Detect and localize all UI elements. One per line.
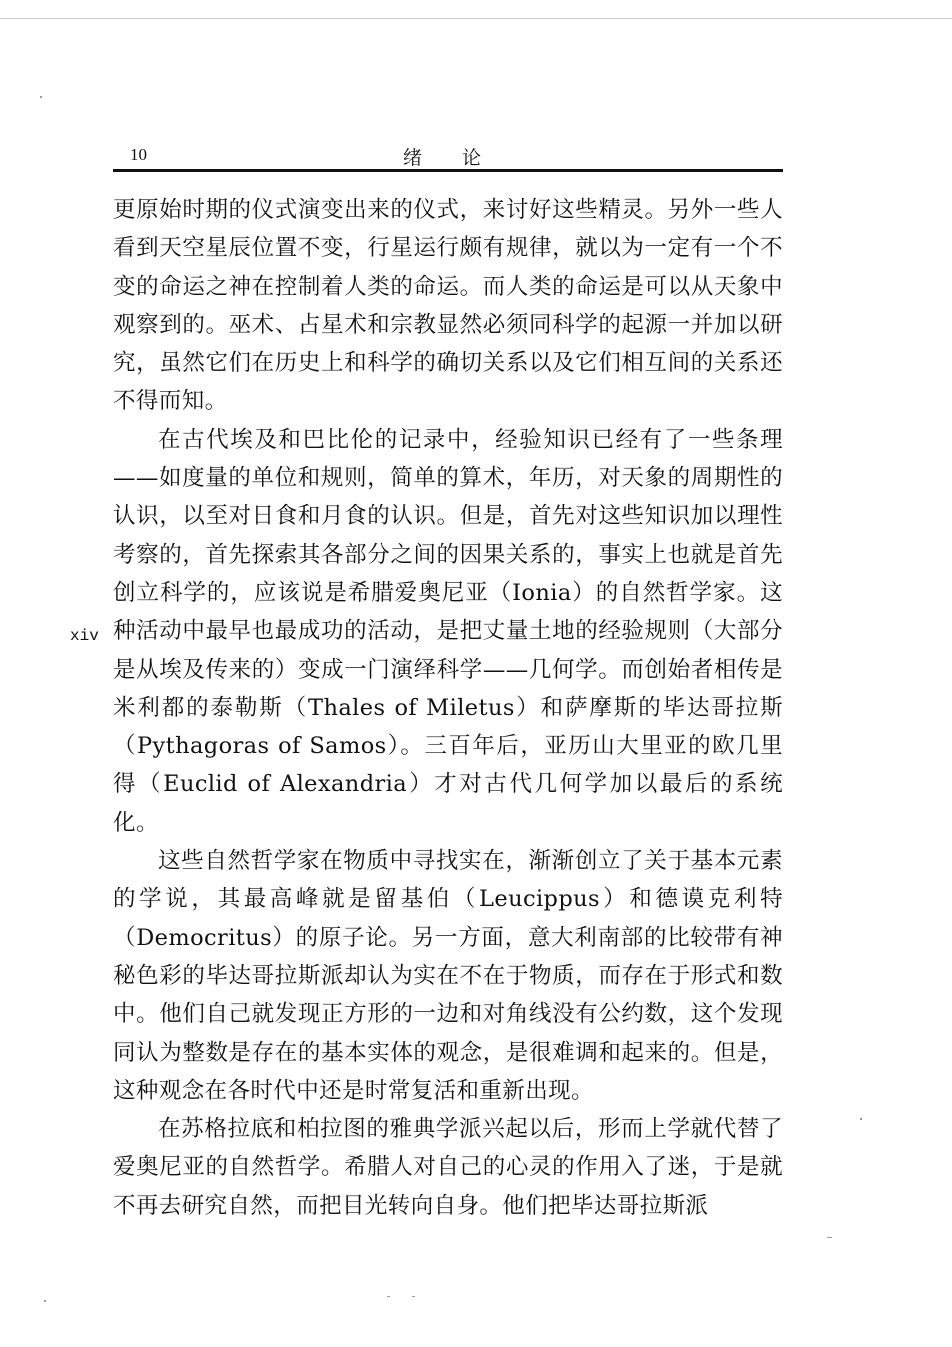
scan-speck <box>827 1237 832 1238</box>
scan-speck <box>387 1296 390 1297</box>
running-title: 绪论 <box>403 147 522 169</box>
scan-speck <box>40 96 42 98</box>
body-text <box>113 191 783 1225</box>
scan-speck <box>860 1118 862 1120</box>
scan-top-edge-line <box>0 18 952 19</box>
scan-speck <box>44 1300 46 1302</box>
header-rule <box>113 169 783 172</box>
page-number: 10 <box>130 145 147 164</box>
scan-speck <box>412 1296 415 1297</box>
page-header <box>113 141 783 169</box>
paragraph-1: 更原始时期的仪式演变出来的仪式，来讨好这些精灵。另外一些人看到天空星辰位置不变，行星运行颇有规律，就以为一定有一个不变的命运之神在控制着人类的命运。而人类的命运是可以从天象中观察到的。巫术、占星术和宗教显然必须同科学的起源一并加以研究，虽然它们在历史上和科学的确切关系以及它们相互间的关系还不得而知。 <box>113 197 783 415</box>
margin-page-note: xiv <box>70 627 99 645</box>
paragraph-3: 这些自然哲学家在物质中寻找实在，渐渐创立了关于基本元素的学说，其最高峰就是留基伯（Leucippus）和德谟克利特（Democritus）的原子论。另一方面，意大利南部的比较带有神秘色彩的毕达哥拉斯派却认为实在不在于物质，而存在于形式和数中。他们自己就发现正方形的一边和对角线没有公约数，这个发现同认为整数是存在的基本实体的观念，是很难调和起来的。但是，这种观念在各时代中还是时常复活和重新出现。 <box>113 848 783 1104</box>
paragraph-4: 在苏格拉底和柏拉图的雅典学派兴起以后，形而上学就代替了爱奥尼亚的自然哲学。希腊人对自己的心灵的作用入了迷，于是就不再去研究自然，而把目光转向自身。他们把毕达哥拉斯派 <box>113 1116 783 1219</box>
paragraph-2: 在古代埃及和巴比伦的记录中，经验知识已经有了一些条理——如度量的单位和规则，简单的算术，年历，对天象的周期性的认识，以至对日食和月食的认识。但是，首先对这些知识加以理性考察的，首先探索其各部分之间的因果关系的，事实上也就是首先创立科学的，应该说是希腊爱奥尼亚（Ionia）的自然哲学家。这种活动中最早也最成功的活动，是把丈量土地的经验规则（大部分是从埃及传来的）变成一门演绎科学——几何学。而创始者相传是米利都的泰勒斯（Thales of Miletus）和萨摩斯的毕达哥拉斯（Pythagoras of Samos）。三百年后，亚历山大里亚的欧几里得（Euclid of Alexandria）才对古代几何学加以最后的系统化。 <box>113 426 783 836</box>
